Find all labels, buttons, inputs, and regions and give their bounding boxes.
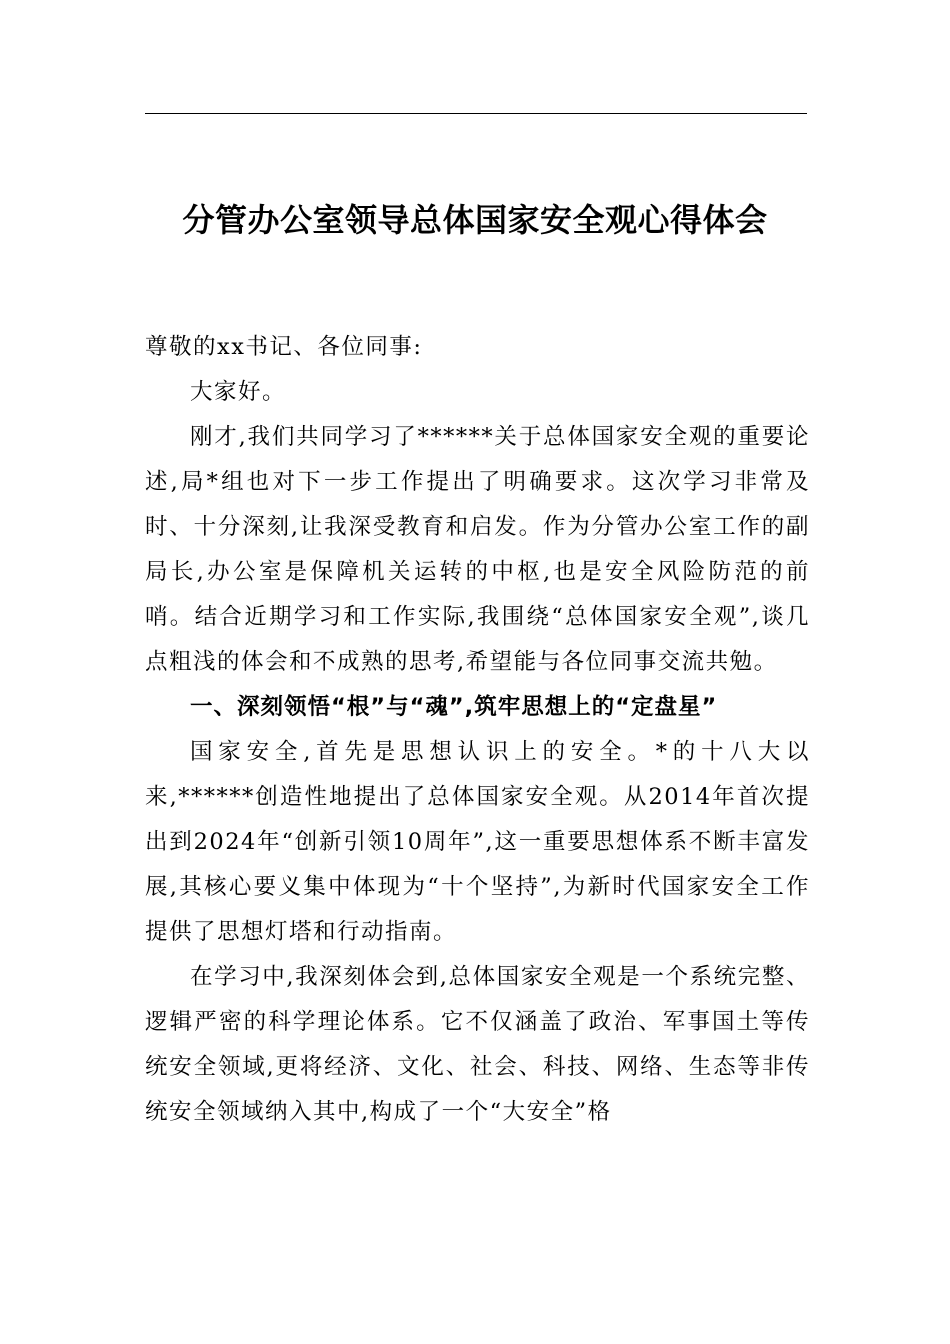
document-title: 分管办公室领导总体国家安全观心得体会 <box>182 201 768 239</box>
intro-paragraph: 刚才,我们共同学习了******关于总体国家安全观的重要论述,局*组也对下一步工作提出了明确要求。这次学习非常及时、十分深刻,让我深受教育和启发。作为分管办公室工作的副局长,办公室是保障机关运转的中枢,也是安全风险防范的前哨。结合近期学习和工作实际,我围绕“总体国家安全观”,谈几点粗浅的体会和不成熟的思考,希望能与各位同事交流共勉。 <box>145 424 810 675</box>
header-rule <box>145 113 807 114</box>
document-body <box>145 325 810 1135</box>
salutation: 尊敬的xx书记、各位同事: <box>145 334 423 360</box>
section-paragraph: 在学习中,我深刻体会到,总体国家安全观是一个系统完整、逻辑严密的科学理论体系。它不仅涵盖了政治、军事国土等传统安全领域,更将经济、文化、社会、科技、网络、生态等非传统安全领域纳入其中,构成了一个“大安全”格 <box>145 964 810 1125</box>
section-paragraph: 国家安全,首先是思想认识上的安全。*的十八大以来,******创造性地提出了总体国家安全观。从2014年首次提出到2024年“创新引领10周年”,这一重要思想体系不断丰富发展,其核心要义集中体现为“十个坚持”,为新时代国家安全工作提供了思想灯塔和行动指南。 <box>145 739 810 945</box>
section-heading: 一、深刻领悟“根”与“魂”,筑牢思想上的“定盘星” <box>190 694 718 720</box>
greeting: 大家好。 <box>190 379 287 405</box>
